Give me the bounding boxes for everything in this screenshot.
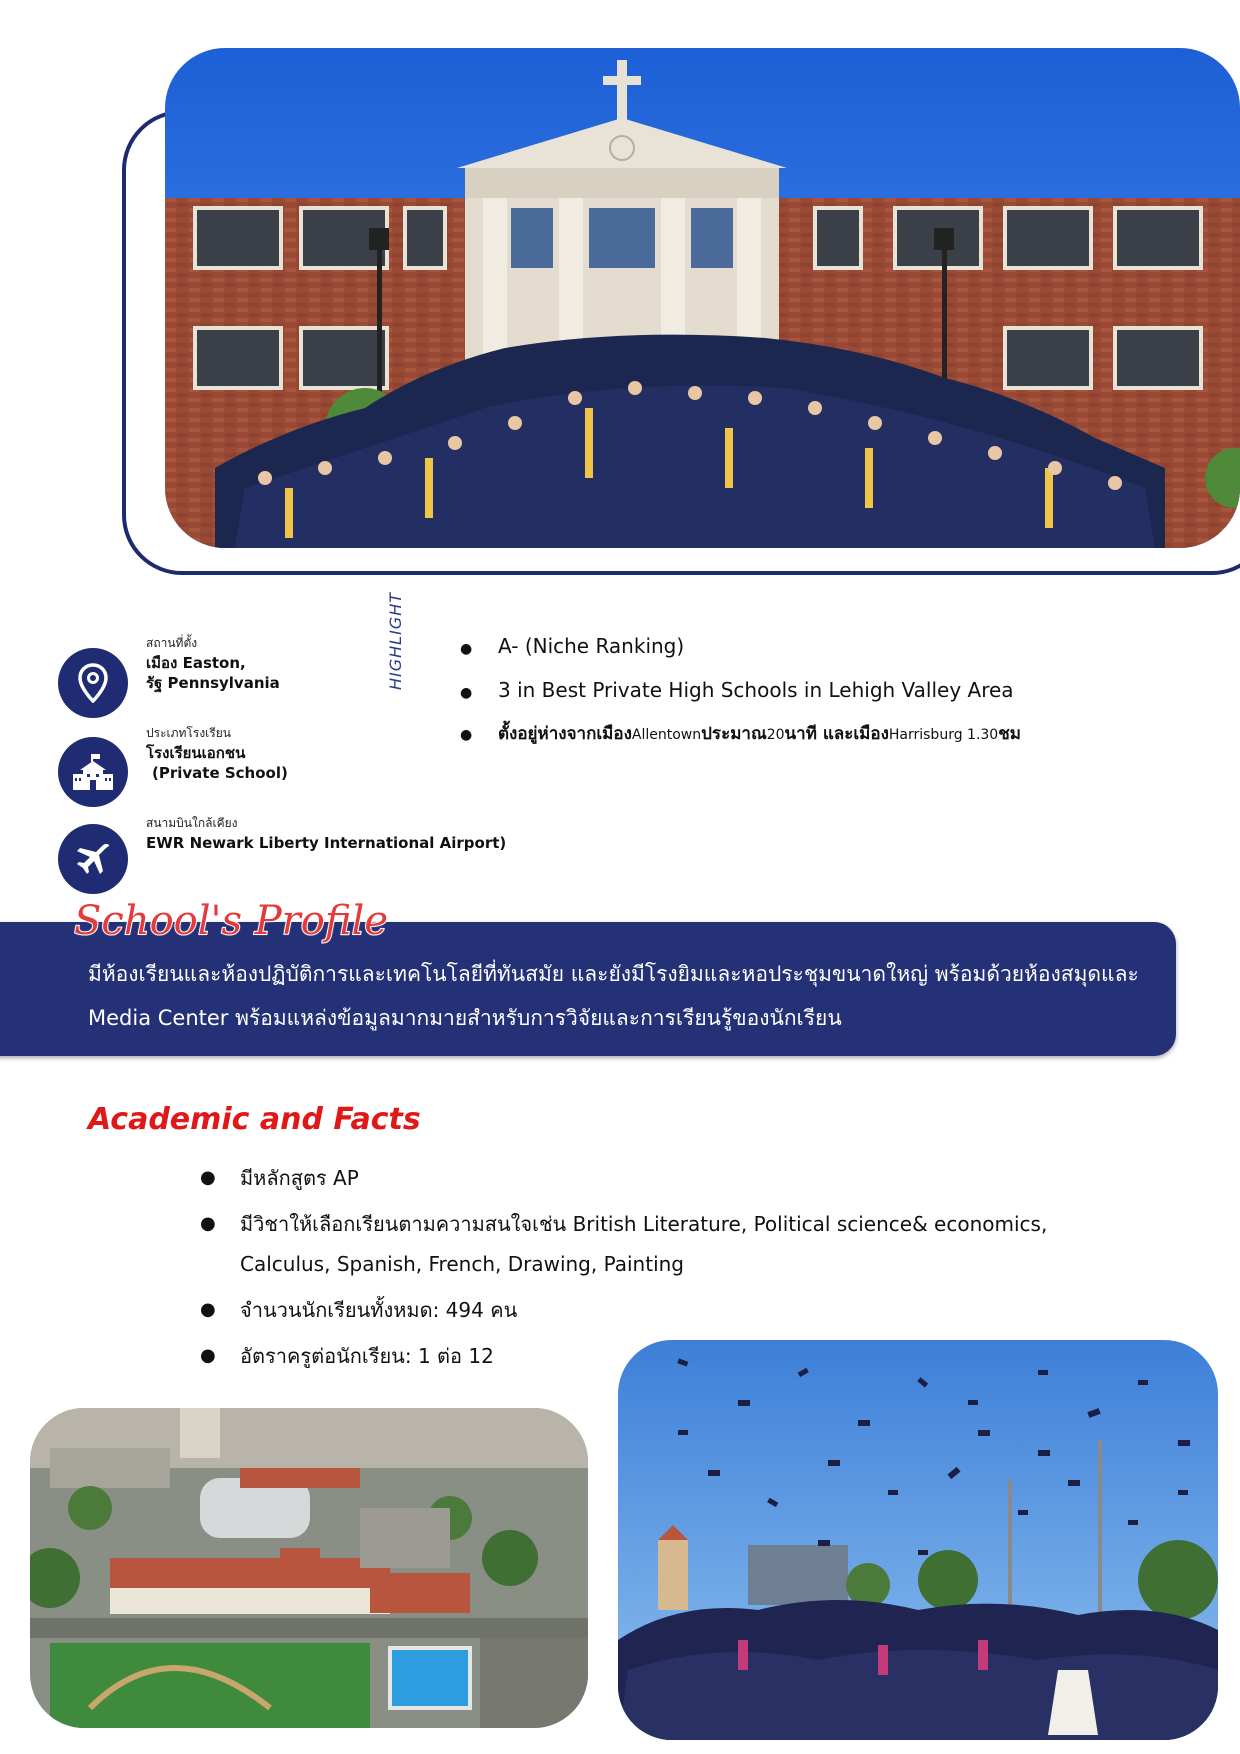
info-school-type-line2: (Private School) (152, 764, 288, 782)
highlight-item-text: A- (Niche Ranking) (498, 634, 685, 658)
highlight-item (460, 678, 1200, 720)
info-location-line2: รัฐ Pennsylvania (146, 674, 280, 692)
highlight-item-text: 3 in Best Private High Schools in Lehigh Valley Area (498, 678, 1014, 702)
airplane-icon (58, 824, 128, 894)
info-location (146, 634, 280, 693)
location-pin-icon (58, 648, 128, 718)
bullet-icon: ● (200, 1213, 216, 1234)
highlight-item-text: ชม (998, 724, 1021, 744)
academic-item (200, 1290, 1200, 1330)
bullet-icon: ● (460, 641, 473, 657)
profile-line: มีห้องเรียนและห้องปฏิบัติการและเทคโนโลยีที่ทันสมัย และยังมีโรงยิมและหอประชุมขนาดใหญ่ พร้อมด้วยห้องสมุดและ (88, 962, 1139, 986)
info-school-type (146, 724, 288, 783)
highlight-tag: HIGHLIGHT (386, 591, 405, 690)
graduation-cap-toss-photo (618, 1340, 1218, 1740)
aerial-campus-photo (30, 1408, 588, 1728)
info-school-type-line1: โรงเรียนเอกชน (146, 744, 246, 762)
info-airport-line1: EWR Newark Liberty International Airport) (146, 834, 507, 852)
info-location-label: สถานที่ตั้ง (146, 636, 198, 650)
info-location-line1: เมือง Easton, (146, 654, 246, 672)
school-building-icon (58, 737, 128, 807)
info-school-type-label: ประเภทโรงเรียน (146, 726, 231, 740)
bullet-icon: ● (460, 727, 473, 743)
hero-photo (165, 48, 1240, 548)
highlight-item (460, 720, 1200, 747)
academic-item (200, 1204, 1200, 1284)
bullet-icon: ● (200, 1345, 216, 1366)
highlight-item-text: 20 (766, 727, 785, 743)
highlight-item-text: ตั้งอยู่ห่างจากเมือง (498, 724, 632, 744)
info-airport (146, 814, 506, 853)
academic-item-text: อัตราครูต่อนักเรียน: 1 ต่อ 12 (240, 1344, 494, 1368)
profile-title: School's Profile (74, 898, 389, 944)
academic-item-text: มีวิชาให้เลือกเรียนตามความสนใจเช่น British Literature, Political science& economics, (240, 1212, 1048, 1236)
academic-item-text: มีหลักสูตร AP (240, 1166, 359, 1190)
academic-item (200, 1158, 1200, 1198)
bullet-icon: ● (460, 685, 473, 701)
academic-title: Academic and Facts (88, 1102, 421, 1137)
highlight-item-text: ประมาณ (701, 724, 767, 744)
profile-text (88, 952, 1148, 1040)
highlight-item (460, 634, 1200, 678)
info-airport-label: สนามบินใกล้เคียง (146, 816, 238, 830)
profile-line: Media Center พร้อมแหล่งข้อมูลมากมายสำหรับการวิจัยและการเรียนรู้ของนักเรียน (88, 1006, 842, 1030)
highlight-item-text: Harrisburg 1.30 (888, 727, 999, 743)
academic-item-text: Calculus, Spanish, French, Drawing, Painting (240, 1252, 685, 1276)
highlight-list (460, 634, 1200, 747)
highlight-item-text: นาที และเมือง (784, 724, 889, 744)
bullet-icon: ● (200, 1167, 216, 1188)
bullet-icon: ● (200, 1299, 216, 1320)
academic-item-text: จำนวนนักเรียนทั้งหมด: 494 คน (240, 1298, 518, 1322)
highlight-item-text: Allentown (631, 727, 702, 743)
